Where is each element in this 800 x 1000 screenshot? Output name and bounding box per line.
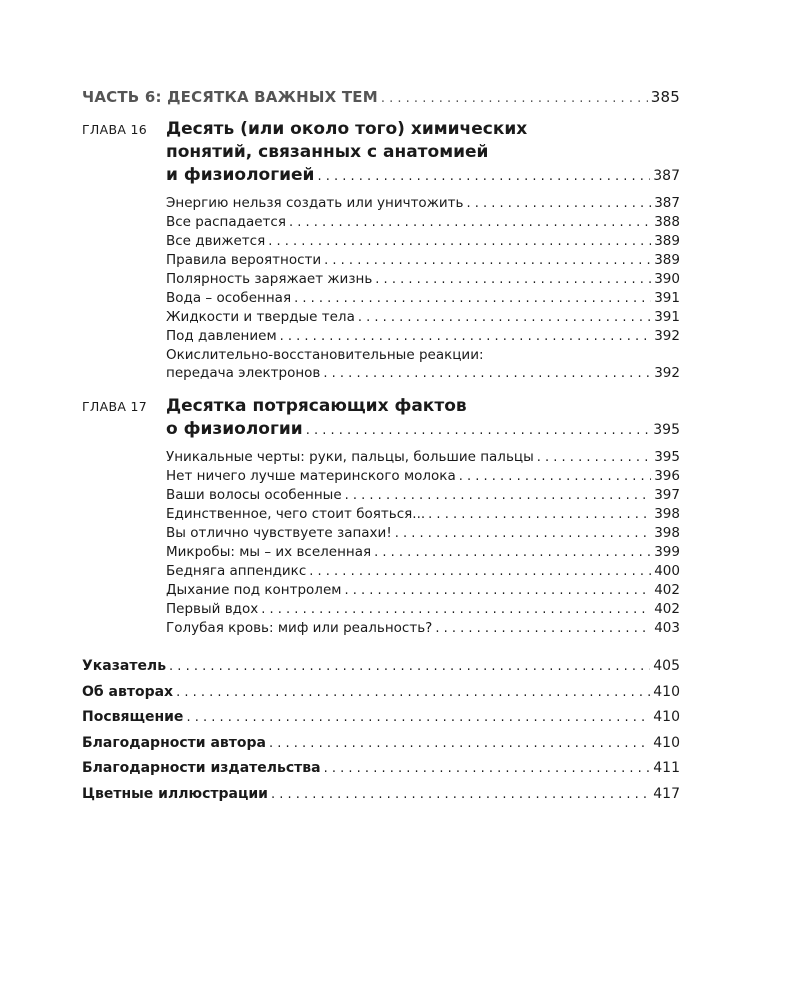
chapter-title-line: понятий, связанных с анатомией: [166, 142, 489, 162]
section-page-number: 402: [654, 601, 680, 617]
section-title: Энергию нельзя создать или уничтожить: [166, 195, 464, 211]
back-matter-entry[interactable]: [82, 756, 680, 782]
section-title: Все распадается: [166, 214, 286, 230]
chapter-page-number: 395: [653, 422, 680, 438]
back-matter-title: Об авторах: [82, 683, 174, 700]
dot-leader: [395, 524, 651, 543]
section-title: Под давлением: [166, 328, 277, 344]
part-6-entry[interactable]: [82, 88, 680, 106]
part-page-number: 385: [650, 88, 680, 106]
section-page-number: 403: [654, 620, 680, 636]
section-entry[interactable]: [166, 581, 680, 600]
chapter-title[interactable]: [166, 395, 680, 442]
section-entry[interactable]: [166, 270, 680, 289]
section-page-number: 392: [654, 328, 680, 344]
dot-leader: [306, 418, 651, 442]
section-entry[interactable]: [166, 619, 680, 638]
back-matter-entry[interactable]: [82, 782, 680, 808]
back-matter-page-number: 410: [653, 734, 680, 751]
section-entry[interactable]: [166, 562, 680, 581]
section-page-number: 398: [654, 525, 680, 541]
section-entry[interactable]: [166, 467, 680, 486]
dot-leader: [324, 251, 651, 270]
section-title: Нет ничего лучше материнского молока: [166, 468, 456, 484]
back-matter-entry[interactable]: [82, 705, 680, 731]
section-title: Бедняга аппендикс: [166, 563, 307, 579]
dot-leader: [466, 194, 651, 213]
chapter-17: [82, 395, 680, 638]
section-page-number: 388: [654, 214, 680, 230]
section-title: Ваши волосы особенные: [166, 487, 342, 503]
section-page-number: 392: [654, 365, 680, 381]
back-matter-page-number: 410: [653, 709, 680, 725]
section-title: Вы отлично чувствуете запахи!: [166, 525, 392, 541]
chapter-label: ГЛАВА 17: [82, 399, 147, 414]
dot-leader: [374, 543, 651, 562]
section-entry[interactable]: [166, 486, 680, 505]
dot-leader: [375, 270, 651, 289]
section-title: Все движется: [166, 233, 266, 249]
section-page-number: 389: [654, 252, 680, 268]
back-matter-page-number: 411: [653, 760, 680, 776]
chapter-title[interactable]: [166, 118, 680, 188]
dot-leader: [309, 562, 651, 581]
dot-leader: [289, 213, 651, 232]
section-entry[interactable]: [166, 327, 680, 346]
dot-leader: [344, 581, 651, 600]
chapter-16: [82, 118, 680, 383]
section-title: Вода – особенная: [166, 290, 292, 306]
back-matter-entry[interactable]: [82, 731, 680, 757]
section-entry[interactable]: [166, 543, 680, 562]
back-matter-list: [82, 654, 680, 807]
back-matter-title: Благодарности издательства: [82, 760, 321, 776]
section-title: Жидкости и твердые тела: [166, 309, 355, 325]
section-title: Полярность заряжает жизнь: [166, 271, 373, 287]
dot-leader: [428, 505, 651, 524]
section-title-line: Окислительно-восстановительные реакции:: [166, 347, 484, 363]
section-page-number: 399: [654, 544, 680, 560]
section-title: Единственное, чего стоит бояться...: [166, 506, 426, 522]
section-entry[interactable]: [166, 289, 680, 308]
section-entry[interactable]: [166, 505, 680, 524]
section-page-number: 400: [654, 563, 680, 579]
section-page-number: 397: [654, 487, 680, 503]
section-entry[interactable]: [166, 308, 680, 327]
dot-leader: [381, 88, 648, 106]
dot-leader: [537, 448, 651, 467]
section-title: передача электронов: [166, 365, 321, 381]
section-page-number: 398: [654, 506, 680, 522]
back-matter-page-number: 417: [653, 785, 680, 802]
back-matter-title: Цветные иллюстрации: [82, 785, 268, 802]
section-entry[interactable]: [166, 194, 680, 213]
back-matter-title: Посвящение: [82, 709, 184, 725]
section-list: [166, 194, 680, 383]
section-title: Дыхание под контролем: [166, 582, 342, 598]
back-matter-entry[interactable]: [82, 680, 680, 706]
section-entry[interactable]: [166, 232, 680, 251]
section-page-number: 396: [654, 468, 680, 484]
back-matter-page-number: 405: [653, 658, 680, 674]
section-title: Первый вдох: [166, 601, 259, 617]
dot-leader: [280, 327, 652, 346]
section-page-number: 402: [654, 582, 680, 598]
back-matter-title: Благодарности автора: [82, 734, 266, 751]
back-matter-page-number: 410: [653, 683, 680, 700]
section-page-number: 390: [654, 271, 680, 287]
dot-leader: [268, 232, 651, 251]
table-of-contents: [82, 88, 680, 807]
section-entry[interactable]: [166, 448, 680, 467]
dot-leader: [169, 654, 650, 680]
dot-leader: [269, 731, 650, 757]
section-title: Голубая кровь: миф или реальность?: [166, 620, 433, 636]
dot-leader: [323, 364, 651, 383]
section-list: [166, 448, 680, 638]
section-entry-multiline[interactable]: [166, 346, 680, 383]
dot-leader: [294, 289, 651, 308]
chapter-title-line: Десять (или около того) химических: [166, 119, 528, 139]
section-entry[interactable]: [166, 251, 680, 270]
dot-leader: [459, 467, 652, 486]
chapter-title-line: и физиологией: [166, 165, 315, 185]
section-entry[interactable]: [166, 524, 680, 543]
dot-leader: [176, 680, 650, 706]
dot-leader: [345, 486, 652, 505]
dot-leader: [261, 600, 651, 619]
dot-leader: [317, 164, 650, 188]
dot-leader: [435, 619, 651, 638]
dot-leader: [186, 705, 650, 731]
back-matter-entry[interactable]: [82, 654, 680, 680]
dot-leader: [358, 308, 651, 327]
chapter-label: ГЛАВА 16: [82, 122, 147, 137]
part-title: ЧАСТЬ 6: ДЕСЯТКА ВАЖНЫХ ТЕМ: [82, 88, 378, 106]
section-title: Микробы: мы – их вселенная: [166, 544, 372, 560]
section-entry[interactable]: [166, 600, 680, 619]
section-page-number: 391: [654, 309, 680, 325]
back-matter-title: Указатель: [82, 658, 167, 674]
section-page-number: 391: [654, 290, 680, 306]
chapter-title-line: о физиологии: [166, 419, 303, 439]
section-page-number: 387: [654, 195, 680, 211]
section-title: Правила вероятности: [166, 252, 322, 268]
dot-leader: [324, 756, 651, 782]
section-entry[interactable]: [166, 213, 680, 232]
section-page-number: 389: [654, 233, 680, 249]
section-page-number: 395: [654, 449, 680, 465]
section-title: Уникальные черты: руки, пальцы, большие пальцы: [166, 449, 534, 465]
chapter-page-number: 387: [653, 168, 680, 184]
dot-leader: [271, 782, 650, 808]
chapter-title-line: Десятка потрясающих фактов: [166, 396, 467, 416]
